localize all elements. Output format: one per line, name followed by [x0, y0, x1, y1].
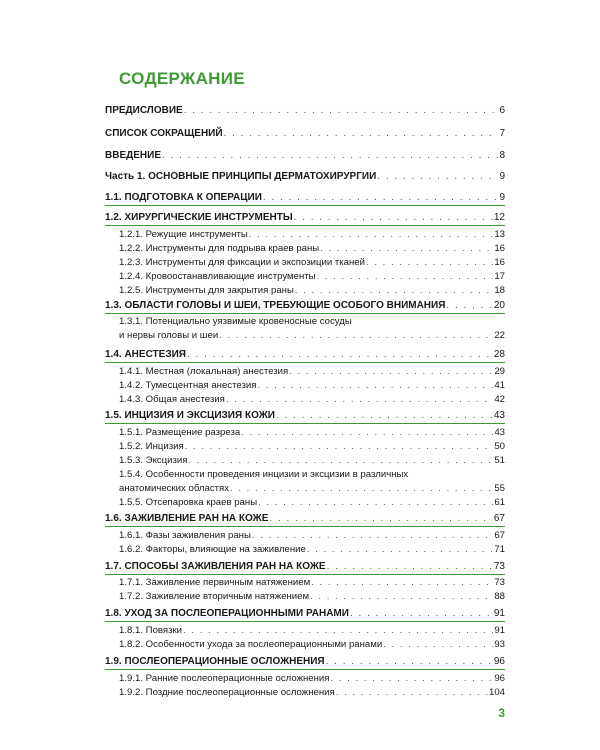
toc-subentry[interactable]: [119, 285, 505, 297]
toc-entry[interactable]: [105, 212, 505, 224]
toc-subentry-wrapped-line: 1.5.4. Особенности проведения инцизии и эксцизии в различных: [119, 469, 409, 480]
toc-entry-label: 1.4.3. Общая анестезия: [119, 394, 225, 405]
toc-entry-page: 51: [494, 455, 505, 466]
dot-leader: [311, 577, 493, 589]
toc-entry-label: 1.9.2. Поздние послеоперационные осложнения: [119, 687, 335, 698]
toc-entry-label: и нервы головы и шеи: [119, 330, 219, 341]
toc-entry-page: 88: [494, 591, 505, 602]
dot-leader: [327, 561, 493, 573]
section-divider: [105, 205, 505, 206]
dot-leader: [188, 455, 493, 467]
toc-entry-page: 8: [499, 150, 505, 161]
toc-entry-label: 1.4. АНЕСТЕЗИЯ: [105, 349, 186, 360]
toc-entry-label: ВВЕДЕНИЕ: [105, 150, 161, 161]
dot-leader: [187, 349, 493, 361]
section-divider: [105, 574, 505, 575]
toc-entry-page: 73: [493, 561, 505, 572]
toc-subentry[interactable]: [119, 243, 505, 255]
toc-entry-label: 1.5.2. Инцизия: [119, 441, 184, 452]
toc-entry[interactable]: [105, 410, 505, 422]
dot-leader: [326, 656, 493, 668]
toc-entry-label: 1.5.5. Отсепаровка краев раны: [119, 497, 258, 508]
dot-leader: [241, 427, 493, 439]
dot-leader: [224, 128, 499, 140]
section-divider: [105, 313, 505, 314]
dot-leader: [383, 639, 493, 651]
toc-entry[interactable]: [105, 656, 505, 668]
toc-entry[interactable]: [105, 349, 505, 361]
toc-subentry[interactable]: [119, 577, 505, 589]
toc-entry-page: 29: [494, 366, 505, 377]
toc-entry-label: анатомических областях: [119, 483, 229, 494]
toc-entry-label: 1.5. ИНЦИЗИЯ И ЭКСЦИЗИЯ КОЖИ: [105, 410, 275, 421]
toc-entry-page: 91: [493, 608, 505, 619]
dot-leader: [162, 150, 498, 162]
dot-leader: [331, 673, 494, 685]
toc-entry-page: 71: [494, 544, 505, 555]
toc-entry-page: 6: [499, 105, 505, 116]
dot-leader: [350, 608, 493, 620]
toc-entry-page: 67: [493, 513, 505, 524]
toc-subentry[interactable]: [119, 673, 505, 685]
toc-subentry[interactable]: [119, 483, 505, 495]
toc-entry[interactable]: [105, 128, 505, 140]
dot-leader: [317, 271, 494, 283]
toc-entry-label: 1.2.3. Инструменты для фиксации и экспозиции тканей: [119, 257, 365, 268]
toc-entry-label: 1.2.4. Кровоостанавливающие инструменты: [119, 271, 316, 282]
toc-entry[interactable]: [105, 192, 505, 204]
dot-leader: [295, 285, 493, 297]
toc-subentry[interactable]: [119, 427, 505, 439]
dot-leader: [269, 513, 492, 525]
toc-subentry[interactable]: [119, 330, 505, 342]
dot-leader: [310, 591, 493, 603]
section-divider: [105, 362, 505, 363]
toc-subentry[interactable]: [119, 497, 505, 509]
toc-entry-page: 93: [494, 639, 505, 650]
toc-entry-page: 9: [499, 192, 505, 203]
toc-entry-label: 1.7. СПОСОБЫ ЗАЖИВЛЕНИЯ РАН НА КОЖЕ: [105, 561, 326, 572]
toc-entry-label: 1.7.2. Заживление вторичным натяжением: [119, 591, 310, 602]
toc-entry-page: 73: [494, 577, 505, 588]
dot-leader: [230, 483, 493, 495]
toc-entry-label: 1.4.2. Тумесцентная анестезия: [119, 380, 257, 391]
toc-entry[interactable]: [105, 513, 505, 525]
toc-entry[interactable]: [105, 561, 505, 573]
dot-leader: [249, 229, 494, 241]
toc-entry-label: 1.2.2. Инструменты для подрыва краев раны: [119, 243, 320, 254]
toc-entry-page: 67: [494, 530, 505, 541]
toc-entry-label: 1.5.3. Эксцизия: [119, 455, 188, 466]
toc-entry-page: 61: [494, 497, 505, 508]
section-divider: [105, 423, 505, 424]
toc-entry-label: 1.9.1. Ранние послеоперационные осложнения: [119, 673, 330, 684]
section-divider: [105, 225, 505, 226]
dot-leader: [263, 192, 499, 204]
toc-entry-page: 16: [494, 257, 505, 268]
dot-leader: [185, 441, 494, 453]
toc-subentry-wrapped-line: 1.3.1. Потенциально уязвимые кровеносные сосуды: [119, 316, 352, 327]
toc-entry-page: 28: [493, 349, 505, 360]
toc-subentry[interactable]: [119, 591, 505, 603]
dot-leader: [289, 366, 493, 378]
dot-leader: [276, 410, 493, 422]
toc-entry-page: 16: [494, 243, 505, 254]
toc-subentry[interactable]: [119, 687, 505, 699]
toc-subentry[interactable]: [119, 271, 505, 283]
dot-leader: [294, 212, 493, 224]
page-number: 3: [498, 706, 505, 720]
toc-entry[interactable]: [105, 105, 505, 117]
dot-leader: [320, 243, 493, 255]
dot-leader: [366, 257, 493, 269]
toc-subentry[interactable]: [119, 639, 505, 651]
toc-entry-page: 17: [494, 271, 505, 282]
toc-entry-page: 9: [499, 171, 505, 182]
toc-entry-page: 20: [493, 300, 505, 311]
toc-entry-label: 1.4.1. Местная (локальная) анестезия: [119, 366, 289, 377]
toc-subentry[interactable]: [119, 544, 505, 556]
toc-subentry[interactable]: [119, 366, 505, 378]
dot-leader: [377, 171, 498, 183]
toc-subentry[interactable]: [119, 257, 505, 269]
toc-entry[interactable]: [105, 300, 505, 312]
toc-entry[interactable]: [105, 608, 505, 620]
toc-entry-page: 104: [488, 687, 505, 698]
toc-entry-label: 1.7.1. Заживление первичным натяжением: [119, 577, 311, 588]
toc-entry-label: 1.8.1. Повязки: [119, 625, 183, 636]
section-divider: [105, 526, 505, 527]
toc-subentry[interactable]: [119, 441, 505, 453]
toc-entry-page: 41: [494, 380, 505, 391]
toc-entry-page: 12: [493, 212, 505, 223]
toc-entry-page: 50: [494, 441, 505, 452]
toc-entry-label: 1.1. ПОДГОТОВКА К ОПЕРАЦИИ: [105, 192, 262, 203]
toc-entry-label: ПРЕДИСЛОВИЕ: [105, 105, 183, 116]
toc-entry[interactable]: [105, 171, 505, 183]
toc-entry-label: 1.3. ОБЛАСТИ ГОЛОВЫ И ШЕИ, ТРЕБУЮЩИЕ ОСОБОГО ВНИМАНИЯ: [105, 300, 446, 311]
dot-leader: [336, 687, 488, 699]
dot-leader: [257, 380, 493, 392]
toc-subentry[interactable]: [119, 229, 505, 241]
toc-entry-label: 1.6.2. Факторы, влияющие на заживление: [119, 544, 306, 555]
toc-entry-page: 91: [494, 625, 505, 636]
toc-title: СОДЕРЖАНИЕ: [119, 69, 245, 88]
section-divider: [105, 621, 505, 622]
toc-subentry[interactable]: [119, 394, 505, 406]
toc-entry-page: 7: [499, 128, 505, 139]
toc-subentry[interactable]: [119, 380, 505, 392]
toc-entry-page: 55: [494, 483, 505, 494]
dot-leader: [307, 544, 493, 556]
toc-entry-label: 1.9. ПОСЛЕОПЕРАЦИОННЫЕ ОСЛОЖНЕНИЯ: [105, 656, 325, 667]
toc-entry-page: 22: [494, 330, 505, 341]
toc-entry-label: 1.2.5. Инструменты для закрытия раны: [119, 285, 294, 296]
toc-entry-label: 1.6.1. Фазы заживления раны: [119, 530, 251, 541]
toc-entry-label: 1.8. УХОД ЗА ПОСЛЕОПЕРАЦИОННЫМИ РАНАМИ: [105, 608, 349, 619]
toc-subentry[interactable]: [119, 530, 505, 542]
toc-entry-page: 43: [494, 427, 505, 438]
toc-entry-label: СПИСОК СОКРАЩЕНИЙ: [105, 128, 223, 139]
toc-entry-label: 1.6. ЗАЖИВЛЕНИЕ РАН НА КОЖЕ: [105, 513, 269, 524]
toc-entry[interactable]: [105, 150, 505, 162]
toc-entry-page: 42: [494, 394, 505, 405]
dot-leader: [258, 497, 493, 509]
toc-entry-page: 43: [493, 410, 505, 421]
dot-leader: [184, 105, 499, 117]
dot-leader: [252, 530, 493, 542]
toc-entry-label: 1.2. ХИРУРГИЧЕСКИЕ ИНСТРУМЕНТЫ: [105, 212, 293, 223]
toc-entry-label: Часть 1. ОСНОВНЫЕ ПРИНЦИПЫ ДЕРМАТОХИРУРГИИ: [105, 171, 377, 182]
toc-entry-page: 18: [494, 285, 505, 296]
toc-entry-page: 96: [494, 673, 505, 684]
toc-entry-label: 1.2.1. Режущие инструменты: [119, 229, 248, 240]
toc-subentry[interactable]: [119, 455, 505, 467]
section-divider: [105, 669, 505, 670]
toc-subentry[interactable]: [119, 625, 505, 637]
dot-leader: [226, 394, 493, 406]
toc-entry-label: 1.8.2. Особенности ухода за послеоперационными ранами: [119, 639, 383, 650]
toc-entry-page: 13: [494, 229, 505, 240]
dot-leader: [446, 300, 492, 312]
dot-leader: [219, 330, 493, 342]
toc-entry-label: 1.5.1. Размещение разреза: [119, 427, 241, 438]
toc-entry-page: 96: [493, 656, 505, 667]
dot-leader: [183, 625, 493, 637]
